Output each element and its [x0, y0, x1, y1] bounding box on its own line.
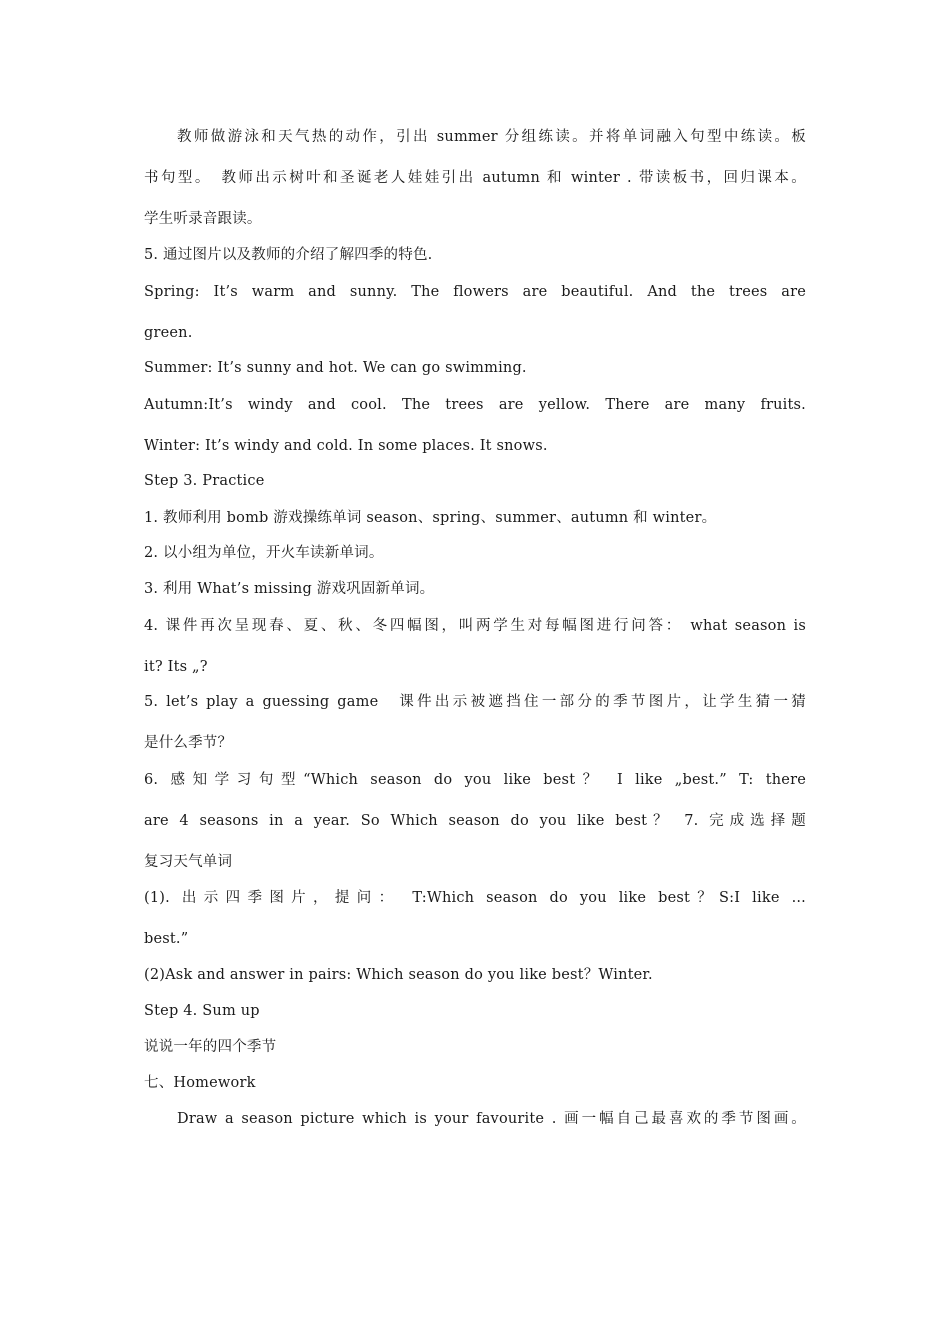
paragraph-line: 说说一年的四个季节 — [144, 1039, 277, 1055]
paragraph-line: 是什么季节？ — [144, 735, 233, 751]
section-heading: 七、Homework — [144, 1075, 256, 1091]
list-item: 5. 通过图片以及教师的介绍了解四季的特色. — [144, 247, 433, 263]
list-item: 6. 感知学习句型“Which season do you like best？ I like „best.” T: there — [144, 772, 806, 788]
paragraph-line: Winter: It’s windy and cold. In some places. It snows. — [144, 438, 548, 454]
list-item: (1). 出示四季图片，提问： T:Which season do you like best？S:I like ... — [144, 890, 806, 906]
list-item: 1. 教师利用 bomb 游戏操练单词 season、spring、summer、autumn 和 winter。 — [144, 510, 717, 526]
list-item: (2)Ask and answer in pairs: Which season do you like best？Winter. — [144, 967, 653, 983]
paragraph-line: 学生听录音跟读。 — [144, 211, 262, 227]
paragraph-line: green. — [144, 325, 193, 341]
paragraph-line: Autumn:It’s windy and cool. The trees are yellow. There are many fruits. — [144, 397, 806, 413]
paragraph-line: Spring: It’s warm and sunny. The flowers are beautiful. And the trees are — [144, 284, 806, 300]
section-heading: Step 4. Sum up — [144, 1003, 260, 1019]
list-item: 4. 课件再次呈现春、夏、秋、冬四幅图，叫两学生对每幅图进行问答： what season is — [144, 618, 806, 634]
paragraph-line: Summer: It’s sunny and hot. We can go swimming. — [144, 360, 527, 376]
paragraph-line: 复习天气单词 — [144, 854, 233, 870]
list-item: 5. let’s play a guessing game 课件出示被遮挡住一部分的季节图片，让学生猜一猜 — [144, 694, 806, 710]
list-item: 3. 利用 What’s missing 游戏巩固新单词。 — [144, 581, 435, 597]
paragraph-line: Draw a season picture which is your favourite . 画一幅自己最喜欢的季节图画。 — [177, 1111, 806, 1127]
paragraph-line: 书句型。 教师出示树叶和圣诞老人娃娃引出 autumn 和 winter . 带读板书，回归课本。 — [144, 170, 806, 186]
paragraph-line: are 4 seasons in a year. So Which season do you like best？ 7. 完成选择题 — [144, 813, 806, 829]
section-heading: Step 3. Practice — [144, 473, 265, 489]
paragraph-line: best.” — [144, 931, 189, 947]
paragraph-line: it? Its „? — [144, 659, 208, 675]
list-item: 2. 以小组为单位，开火车读新单词。 — [144, 545, 384, 561]
paragraph-line: 教师做游泳和天气热的动作，引出 summer 分组练读。并将单词融入句型中练读。板 — [177, 129, 806, 145]
